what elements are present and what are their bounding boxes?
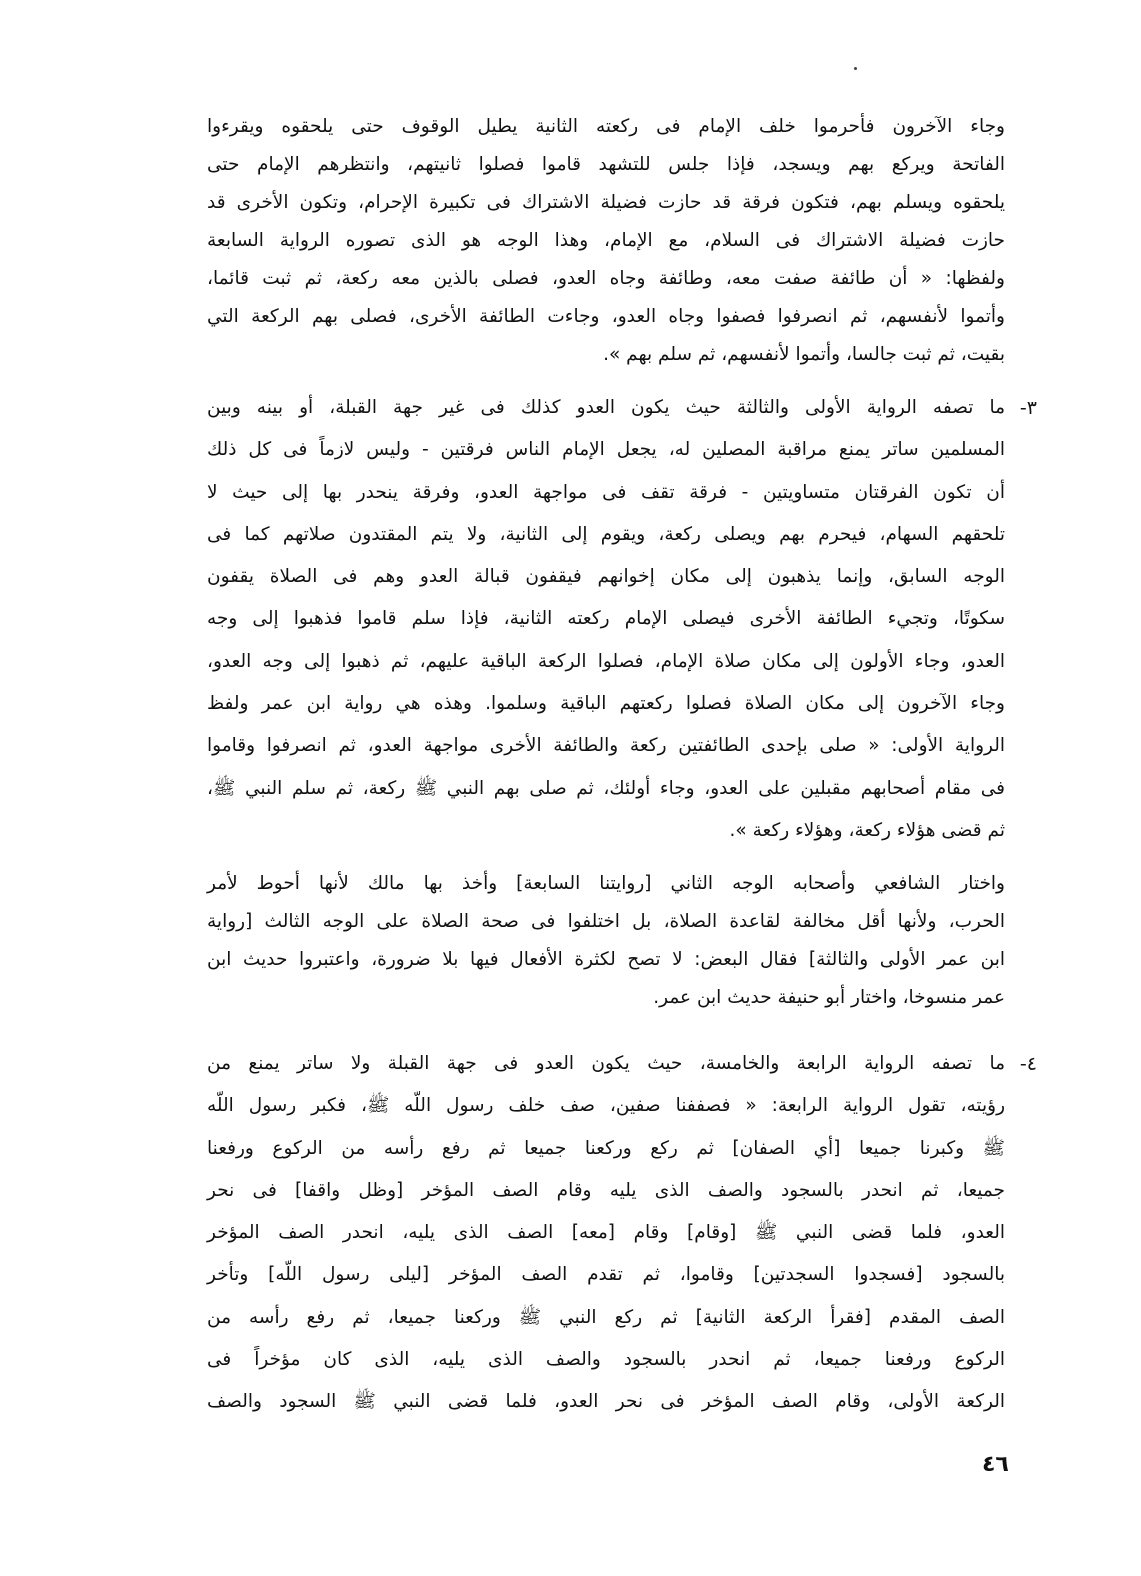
text-line: العدو، فلما قضى النبي ﷺ [وقام] وقام [معه] الصف الذى يليه، انحدر الصف المؤخر — [207, 1222, 1005, 1244]
paragraph-number: ٣- — [1019, 397, 1037, 419]
text-line: جميعا، ثم انحدر بالسجود والصف الذى يليه وقام الصف المؤخر [وظل واقفا] فى نحر — [207, 1179, 1005, 1201]
paragraph-3 — [207, 387, 1037, 852]
text-line: بالسجود [فسجدوا السجدتين] وقاموا، ثم تقدم الصف المؤخر [ليلى رسول اللّه] وتأخر — [207, 1264, 1005, 1286]
text-line: عمر منسوخا، واختار أبو حنيفة حديث ابن عمر. — [653, 987, 1005, 1008]
text-line: واختار الشافعي وأصحابه الوجه الثاني [روايتنا السابعة] وأخذ بها مالك لأنها أحوط لأمر — [207, 873, 1005, 894]
text-line: ﷺ وكبرنا جميعا [أي الصفان] ثم ركع وركعنا جميعا ثم رفع رأسه من الركوع ورفعنا — [207, 1137, 1005, 1159]
text-line: الصف المقدم [فقرأ الركعة الثانية] ثم ركع النبي ﷺ وركعنا جميعا، ثم رفع رأسه من — [207, 1306, 1005, 1328]
text-line: العدو، وجاء الأولون إلى مكان صلاة الإمام، فصلوا الركعة الباقية عليهم، ثم ذهبوا إلى وجه العدو، — [207, 650, 1005, 672]
text-line: المسلمين ساتر يمنع مراقبة المصلين له، يجعل الإمام الناس فرقتين - وليس لازماً فى كل ذلك — [207, 439, 1005, 461]
text-line: ولفظها: « أن طائفة صفت معه، وطائفة وجاه العدو، فصلى بالذين معه ركعة، ثم ثبت قائما، — [207, 268, 1005, 289]
paragraph-commentary — [207, 865, 1005, 1017]
text-line: الرواية الأولى: « صلى بإحدى الطائفتين ركعة والطائفة الأخرى مواجهة العدو، ثم انصرفوا وقاموا — [207, 735, 1005, 757]
text-line: سكوتًا، وتجيء الطائفة الأخرى فيصلى الإمام ركعته الثانية، فإذا سلم قاموا فذهبوا إلى وجه — [207, 608, 1005, 630]
text-line: الفاتحة ويركع بهم ويسجد، فإذا جلس للتشهد قاموا فصلوا ثانيتهم، وانتظرهم الإمام حتى — [207, 154, 1005, 175]
text-line: الركعة الأولى، وقام الصف المؤخر فى نحر العدو، فلما قضى النبي ﷺ السجود والصف — [207, 1391, 1005, 1413]
text-line: ابن عمر الأولى والثالثة] فقال البعض: لا تصح لكثرة الأفعال فيها بلا ضرورة، واعتبروا حديث ابن — [207, 949, 1005, 970]
text-line: وجاء الآخرون إلى مكان الصلاة فصلوا ركعتهم الباقية وسلموا. وهذه هي رواية ابن عمر ولفظ — [207, 693, 1005, 715]
text-line: ما تصفه الرواية الأولى والثالثة حيث يكون العدو كذلك فى غير جهة القبلة، أو بينه وبين — [207, 397, 1005, 418]
text-line: حازت فضيلة الاشتراك فى السلام، مع الإمام، وهذا الوجه هو الذى تصوره الرواية السابعة — [207, 230, 1005, 251]
text-line: الركوع ورفعنا جميعا، ثم انحدر بالسجود والصف الذى يليه، الذى كان مؤخراً فى — [207, 1349, 1005, 1371]
text-line: بقيت، ثم ثبت جالسا، وأتموا لأنفسهم، ثم سلم بهم ». — [603, 344, 1005, 365]
text-line: الوجه السابق، وإنما يذهبون إلى مكان إخوانهم فيقفون قبالة العدو وهم فى الصلاة يقفون — [207, 566, 1005, 588]
text-line: ثم قضى هؤلاء ركعة، وهؤلاء ركعة ». — [729, 819, 1005, 841]
paragraph-4 — [207, 1043, 1037, 1424]
paragraph-number: ٤- — [1019, 1053, 1037, 1075]
text-line: ما تصفه الرواية الرابعة والخامسة، حيث يكون العدو فى جهة القبلة ولا ساتر يمنع من — [207, 1053, 1005, 1074]
text-line: الحرب، ولأنها أقل مخالفة لقاعدة الصلاة، بل اختلفوا فى صحة الصلاة على الوجه الثالث [رواية — [207, 911, 1005, 932]
text-line: وأتموا لأنفسهم، ثم انصرفوا فصفوا وجاه العدو، وجاءت الطائفة الأخرى، فصلى بهم الركعة التي — [207, 306, 1005, 327]
text-line: وجاء الآخرون فأحرموا خلف الإمام فى ركعته الثانية يطيل الوقوف حتى يلحقوه ويقرءوا — [207, 116, 1005, 137]
text-line: رؤيته، تقول الرواية الرابعة: « فصففنا صفين، صف خلف رسول اللّه ﷺ، فكبر رسول اللّه — [207, 1095, 1005, 1117]
text-line: يلحقوه ويسلم بهم، فتكون فرقة قد حازت فضيلة الاشتراك فى تكبيرة الإحرام، وتكون الأخرى قد — [207, 192, 1005, 213]
text-line: فى مقام أصحابهم مقبلين على العدو، وجاء أولئك، ثم صلى بهم النبي ﷺ ركعة، ثم سلم النبي ﷺ، — [207, 777, 1005, 799]
text-line: أن تكون الفرقتان متساويتين - فرقة تقف فى مواجهة العدو، وفرقة ينحدر بها إلى حيث لا — [207, 481, 1005, 503]
page-number: ٤٦ — [982, 1452, 1009, 1477]
paragraph-continuation — [207, 108, 1005, 374]
text-line: تلحقهم السهام، فيحرم بهم ويصلى ركعة، ويقوم إلى الثانية، ولا يتم المقتدون صلاتهم كما فى — [207, 523, 1005, 545]
scan-speck — [854, 67, 857, 70]
